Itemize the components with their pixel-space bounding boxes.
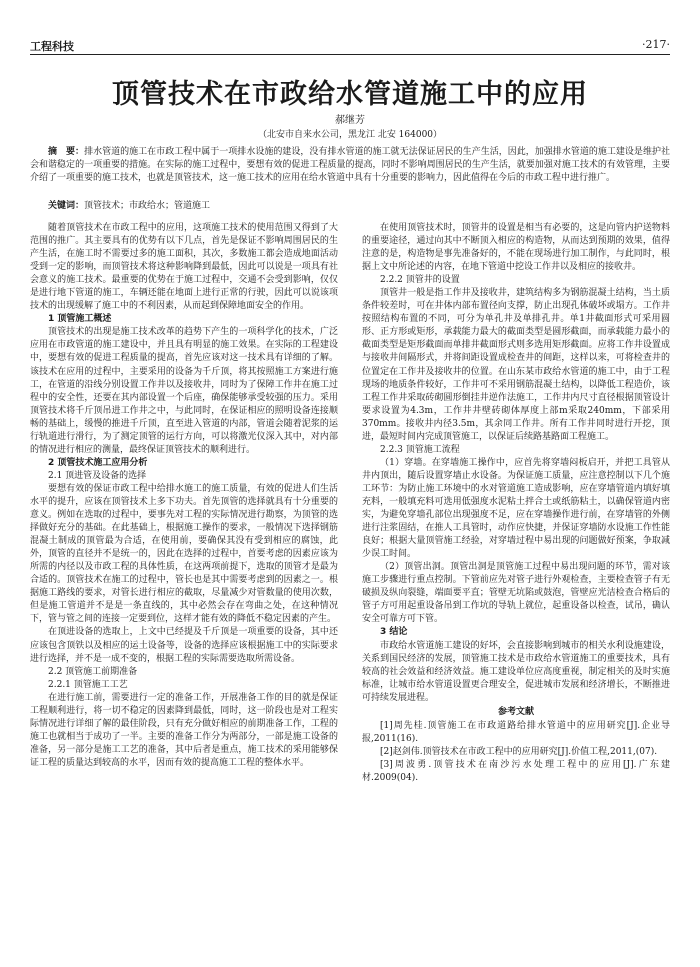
reference-item: [3]周波勇.顶管技术在南沙污水处理工程中的应用[J].广东建材.2009(04). [362, 759, 670, 783]
subsection-heading: 2.2.1 顶管施工工艺 [48, 679, 128, 690]
subsection-heading: 2.2.3 顶管施工流程 [380, 444, 460, 455]
keywords-label: 关键词： [48, 201, 85, 211]
article-title: 顶管技术在市政给水管道施工中的应用 [112, 79, 588, 110]
keywords-text: 顶管技术；市政给水；管道施工 [84, 201, 211, 211]
paragraph: 在顶进设备的选取上，上文中已经提及千斤顶是一项重要的设备，其中还应该包含顶铁以及相应的运土设备等，设备的选择应该根据施工中的实际要求进行选择，并不是一成不变的，根据工程的实际需要选取所需设备。 [30, 627, 338, 664]
paragraph: 在使用顶管技术时，顶管井的设置是相当有必要的，这是向管内护送物料的重要途径，通过向其中不断顶入相应的构造物，从而达到预期的效果，值得注意的是，构造物是事先准备好的，不能在现场进行加工制作，与此同时，根据上文中所论述的内容，在地下管道中挖设工作井以及相应的接收井。 [362, 223, 670, 273]
reference-item: [2]赵剑伟.顶管技术在市政工程中的应用研究[J].价值工程,2011,(07). [380, 746, 658, 757]
author-affiliation: （北安市自来水公司，黑龙江 北安 164000） [257, 130, 443, 140]
body-column-left [30, 222, 338, 770]
paragraph: （2）顶管出洞。顶管出洞是顶管施工过程中易出现问题的环节，需对该施工步骤进行重点控制。下管前应先对管子进行外观检查，主要检查管子有无破损及纵向裂缝，端面要平直；管壁无坑陷或鼓泡，管壁应光洁检查合格后的管子方可用起重设备吊到工作坑的导轨上就位，起重设备以检查，试吊，确认安全可靠方可下管。 [362, 562, 670, 625]
subsection-heading: 2.2.2 顶管井的设置 [380, 275, 460, 286]
body-column-right [362, 222, 670, 785]
keywords [30, 200, 670, 213]
section-heading: 3 结论 [380, 627, 408, 638]
paragraph: 顶管技术的出现是施工技术改革的趋势下产生的一项科学化的技术，广泛应用在市政管道的施工建设中，并且具有明显的施工效果。在实际的工程建设中，要想有效的促进工程质量的提高，首先应该对这一技术具有详细的了解。该技术在应用的过程中，主要采用的设备为千斤顶，将其按照施工方案进行施工，在管道的沿线分别设置工作井以及接收井，同时为了保障工作井在施工过程中的安全性，还要在其内部设置一个后座，确保能够承受较强的压力。采用顶管技术将千斤顶吊进工作井之中，与此同时，在保证相应的照明设备连接顺畅的基础上，缓慢的推进千斤顶，直至进入管道的内部，管道会随着泥浆的运行轨道进行滑行，为了测定顶管的运行方向，可以将激光仪深入其中，对内部的情况进行相应的测量，最终保证顶管技术的顺利进行。 [30, 327, 338, 455]
paragraph: （1）穿墙。在穿墙施工操作中，应首先将穿墙闷板启开，并把工具管从井内顶出，随后设置穿墙止水设备。为保证施工质量，应注意控制以下几个施工环节：为防止施工环境中的水对管道施工造成影响，应在穿墙管道内填好填充料，一般填充料可选用低强度水泥粘土拌合土或纸筋粘土，以确保管道内密实，为避免穿墙孔部位出现强度不足，应在穿墙操作进行前，在穿墙管的外侧进行注浆固结，在推人工具管时，动作应快捷，并保证穿墙防水设施工作性能良好；根据大量顶管施工经验，对穿墙过程中易出现的问题做好预案，争取减少误工时间。 [362, 457, 670, 560]
paragraph: 市政给水管道施工建设的好坏，会直接影响到城市的相关水利设施建设，关系到国民经济的发展，顶管施工技术是市政给水管道施工的重要技术，具有较高的社会效益和经济效益。施工建设单位应高度重视，制定相关的及时实施标准，让城市给水管道设置更合理安全，促进城市发展和经济增长，不断推进可持续发展进程。 [362, 640, 670, 703]
paragraph: 在进行施工前，需要进行一定的准备工作，开展准备工作的目的就是保证工程顺利进行，将一切不稳定的因素降到最低，同时，这一阶段也是对工程实际情况进行详细了解的最佳阶段，只有充分做好相应的前期准备工作，工程的施工也就相当于成功了一半。主要的准备工作分为两部分，一部是施工设备的准备，另一部分是施工工艺的准备，其中后者是重点，施工技术的采用能够保证工程的质量达到较高的水平，因而有效的提高施工工程的整体水平。 [30, 692, 338, 768]
page-number: ·217· [642, 38, 670, 51]
reference-item: [1]周先桂.顶管施工在市政道路给排水管道中的应用研究[J].企业导报,2011(16). [362, 720, 670, 744]
paragraph: 顶管井一般是指工作井及接收井，建筑结构多为钢筋混凝土结构，当土质条件较差时，可在井体内部布置径向支撑，防止出现孔体破坏或塌方。工作井按照结构布置的不同，可分为单孔井及单排孔井。单1井截面形式可采用圆形、正方形或矩形，承载能力最大的截面类型是圆形截面，而承载能力最小的截面类型是矩形截面而单排井截面形式则多选用矩形截面。应将工作井设置成与接收井间隔形式，并将间距设置成检查井的间距，这样以来，可将检查井的位置定在工作井及接收井的位置。在山东某市政给水管道的施工中，由于工程现场的地质条件较好，工作井可不采用钢筋混凝土结构，以降低工程造价，该工程工作井采取砖砌圆形倒挂井逆作法施工，工作井内尺寸直径根据顶管设计要求设置为4.3m，工作井井壁砖砌体厚度上部m采取240mm，下部采用370mm。接收井内径3.5m，其余同工作井。所有工作井同时进行开挖，顶进，最短时间内完成顶管施工，以保证后续路基路面工程施工。 [362, 288, 670, 442]
section-heading: 2 顶管技术施工应用分析 [48, 457, 148, 468]
author-name: 郝继芳 [335, 115, 365, 126]
paragraph: 随着顶管技术在市政工程中的应用，这项施工技术的使用范围又得到了大范围的推广。其主要具有的优势有以下几点，首先是保证不影响周围居民的生产生活，在施工时不需要过多的施工面积，其次，多数施工都会造成地面活动受到一定的影响，而顶管技术将这种影响降到最低，因此可以说是一项具有社会意义的施工技术。最重要的优势在于施工过程中，交通不会受到影响，仅仅是进行地下管道的施工，车辆还能在地面上进行正常的行驶，因此可以说该项技术的出现缓解了施工中的不利因素，从而起到保障地面安全的作用。 [30, 223, 338, 312]
abstract-text: 排水管道的施工在市政工程中属于一项排水设施的建设，没有排水管道的施工就无法保证居民的生产生活，因此，加强排水管道的施工建设是维护社会和谐稳定的一项重要的措施。在实际的施工过程中，要想有效的促进工程质量的提高，同时不影响周围居民的生产生活，就要加强对施工技术的有效管理，主要介绍了一项重要的施工技术，也就是顶管技术，这一施工技术的应用在给水管道中具有十分重要的影响力，因此值得在今后的市政工程中进行推广。 [30, 147, 670, 183]
journal-section-label: 工程科技 [30, 40, 74, 53]
subsection-heading: 2.1 顶进管及设备的选择 [48, 470, 147, 481]
section-heading: 1 顶管施工概述 [48, 314, 112, 325]
abstract-label: 摘 要： [48, 147, 85, 157]
references-heading: 参考文献 [497, 706, 534, 717]
paragraph: 要想有效的保证市政工程中给排水施工的施工质量，有效的促进人们生活水平的提升，应该在顶管技术上多下功夫。首先顶管的选择就具有十分重要的意义。例如在选取的过程中，要事先对工程的实际情况进行勘察，为顶管的选择做好充分的基础。在此基础上，根据施工操作的要求，一般情况下选择钢筋混凝土制成的顶管最为合适，在使用前，要确保其没有受到相应的腐蚀，此外，顶管的直径并不是统一的，因此在选择的过程中，首要考虑的因素应该为所需的内径以及市政工程的具体性质，在这两项前提下，选取的顶管才是最为合适的。顶管技术在施工的过程中，管长也是其中需要考虑到的因素之一。根据施工路线的要求，对管长进行相应的截取，尽量减少对管数量的使用次数，但是施工管道并不是是一条直线的，其中必然会存在弯曲之处，在这种情况下，管与管之间的连接一定要到位，这样才能有效的降低不稳定因素的产生。 [30, 483, 338, 625]
abstract [30, 146, 670, 185]
running-header [30, 36, 670, 55]
subsection-heading: 2.2 顶管施工前期准备 [48, 666, 138, 677]
